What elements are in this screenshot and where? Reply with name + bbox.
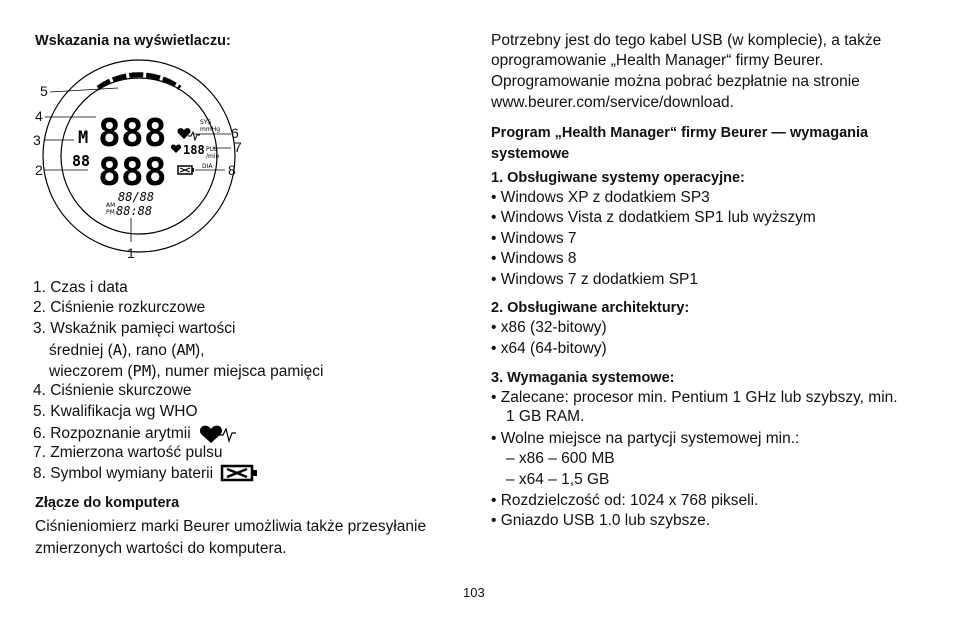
legend-item-continued: wieczorem (PM), numer miejsca pamięci <box>49 362 324 380</box>
display-heading: Wskazania na wyświetlaczu: <box>35 33 231 49</box>
arrhythmia-heart-icon <box>199 423 237 443</box>
pul-label: PUL <box>206 146 218 153</box>
os-item: • Windows XP z dodatkiem SP3 <box>491 188 710 208</box>
callout-3: 3 <box>33 132 41 148</box>
am-label: AM <box>106 202 116 209</box>
intro-line: Potrzebny jest do tego kabel USB (w komplecie), a także <box>491 32 882 49</box>
os-heading: 1. Obsługiwane systemy operacyjne: <box>491 170 745 186</box>
requirement-item: • Wolne miejsce na partycji systemowej min.: <box>491 429 799 449</box>
requirement-item: • Rozdzielczość od: 1024 x 768 pikseli. <box>491 491 758 511</box>
computer-connection-text: zmierzonych wartości do komputera. <box>35 540 287 557</box>
battery-replace-icon <box>220 464 260 482</box>
arch-item: • x86 (32-bitowy) <box>491 318 607 338</box>
battery-icon <box>178 166 194 174</box>
arch-heading: 2. Obsługiwane architektury: <box>491 300 690 316</box>
computer-connection-text: Ciśnieniomierz marki Beurer umożliwia także przesyłanie <box>35 518 427 535</box>
requirement-subitem: – x64 – 1,5 GB <box>506 471 610 488</box>
os-item: • Windows 7 <box>491 229 577 249</box>
intro-line: Oprogramowanie można pobrać bezpłatnie na stronie <box>491 73 860 90</box>
callout-2: 2 <box>35 162 43 178</box>
page-number: 103 <box>463 585 485 600</box>
legend-item: 5. Kwalifikacja wg WHO <box>33 403 198 420</box>
os-item: • Windows Vista z dodatkiem SP1 lub wyższym <box>491 208 816 228</box>
average-glyph: A <box>112 341 123 359</box>
display-diagram <box>28 58 253 263</box>
legend-item: 6. Rozpoznanie arytmii <box>33 423 237 444</box>
time-display: 88:88 <box>116 204 153 218</box>
callout-7: 7 <box>234 139 242 155</box>
requirements-heading: 3. Wymagania systemowe: <box>491 370 675 386</box>
computer-connection-heading: Złącze do komputera <box>35 495 180 511</box>
pulse-heart-icon <box>171 145 181 153</box>
pulse-digits: 188 <box>183 143 205 157</box>
requirement-item: • Zalecane: procesor min. Pentium 1 GHz lub szybszy, min. <box>491 388 898 408</box>
am-glyph: AM <box>176 341 196 359</box>
memory-indicator: M <box>78 128 89 148</box>
callout-8: 8 <box>228 162 236 178</box>
callout-5: 5 <box>40 83 48 99</box>
intro-line: oprogramowanie „Health Manager“ firmy Beurer. <box>491 52 824 69</box>
callout-4: 4 <box>35 108 43 124</box>
arch-item: • x64 (64-bitowy) <box>491 339 607 359</box>
legend-item: 8. Symbol wymiany baterii <box>33 464 260 484</box>
requirement-item: • Gniazdo USB 1.0 lub szybsze. <box>491 511 710 531</box>
date-display: 88/88 <box>118 190 155 204</box>
diastolic-digits: 888 <box>98 150 167 194</box>
sys-label: SYS <box>200 119 212 126</box>
dia-label: DIA <box>202 163 213 170</box>
legend-item: 2. Ciśnienie rozkurczowe <box>33 299 206 316</box>
legend-item: 3. Wskaźnik pamięci wartości <box>33 320 236 337</box>
requirement-subitem: – x86 – 600 MB <box>506 450 615 467</box>
sys-unit: mmHg <box>200 126 221 133</box>
legend-item: 1. Czas i data <box>33 279 128 296</box>
os-item: • Windows 8 <box>491 249 577 269</box>
program-heading: systemowe <box>491 146 570 162</box>
os-item: • Windows 7 z dodatkiem SP1 <box>491 270 698 290</box>
callout-1: 1 <box>127 245 135 261</box>
pm-glyph: PM <box>132 362 152 380</box>
program-heading: Program „Health Manager“ firmy Beurer — wymagania <box>491 125 869 141</box>
memory-number: 88 <box>72 152 91 170</box>
systolic-digits: 888 <box>98 111 167 155</box>
callout-6: 6 <box>231 125 239 141</box>
legend-item-continued: średniej (A), rano (AM), <box>49 341 205 359</box>
pm-label: PM <box>106 209 115 216</box>
legend-item: 7. Zmierzona wartość pulsu <box>33 444 223 461</box>
blood-pressure-display-illustration <box>28 58 253 263</box>
pul-unit: /min <box>206 153 220 160</box>
download-url: www.beurer.com/service/download. <box>491 94 734 111</box>
requirement-item-continued: 1 GB RAM. <box>506 408 585 425</box>
legend-item: 4. Ciśnienie skurczowe <box>33 382 192 399</box>
